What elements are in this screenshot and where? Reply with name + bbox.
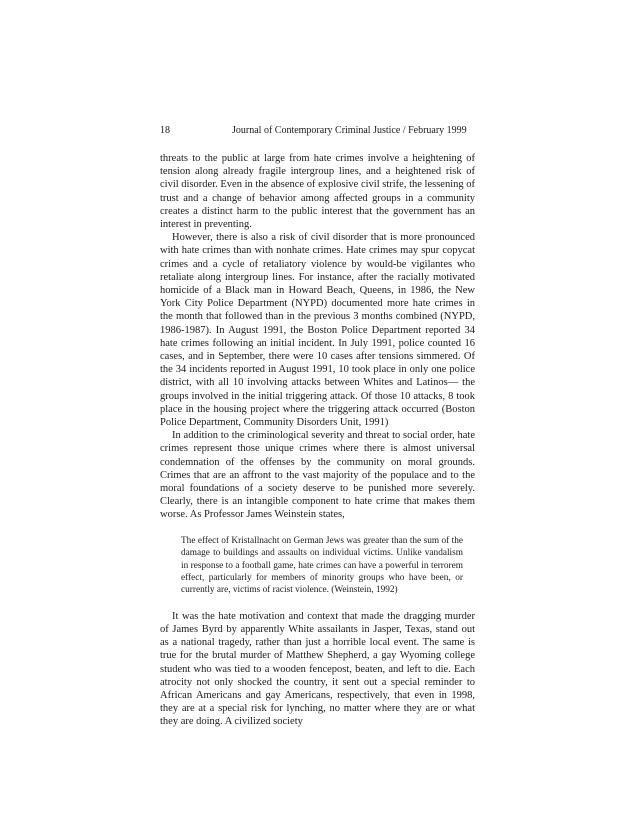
block-quote: The effect of Kristallnacht on German Jews was greater than the sum of the damage to buildings and assaults on individual victims. Unlike vandalism in response to a football game, hate crimes can have a powerful in terrorem effect, particularly for members of minority groups who have been, or currently are, victims of racist violence. (Weinstein, 1992) <box>181 535 463 596</box>
page-number: 18 <box>160 125 170 136</box>
paragraph-1: threats to the public at large from hate crimes involve a heightening of tension along already fragile intergroup lines, and a heightened risk of civil disorder. Even in the absence of explosive civil strife, the lessening of trust and a change of behavior among affected groups in a community creates a distinct harm to the public interest that the government has an interest in preventing. <box>160 153 475 231</box>
paragraph-4: It was the hate motivation and context that made the dragging murder of James Byrd by apparently White assailants in Jasper, Texas, stand out as a national tragedy, rather than just a horrible local event. The same is true for the brutal murder of Matthew Shepherd, a gay Wyoming college student who was tied to a wooden fencepost, beaten, and left to die. Each atrocity not only shocked the country, it sent out a special reminder to African Americans and gay Americans, respectively, that even in 1998, they are at a special risk for lynching, no matter where they are or what they are doing. A civilized society <box>160 610 475 728</box>
article-body <box>160 152 475 729</box>
journal-title: Journal of Contemporary Criminal Justice / February 1999 <box>232 125 467 136</box>
paragraph-2: However, there is also a risk of civil disorder that is more pronounced with hate crimes than with nonhate crimes. Hate crimes may spur copycat crimes and a cycle of retaliatory violence by would-be vigilantes who retaliate along intergroup lines. For instance, after the racially motivated homicide of a Black man in Howard Beach, Queens, in 1986, the New York City Police Department (NYPD) documented more hate crimes in the month that followed than in the previous 3 months combined (NYPD, 1986-1987). In August 1991, the Boston Police Department reported 34 hate crimes following an initial incident. In July 1991, police counted 16 cases, and in September, there were 10 cases after tensions simmered. Of the 34 incidents reported in August 1991, 10 took place in only one police district, with all 10 involving attacks between Whites and Latinos— the groups involved in the initial triggering attack. Of those 10 attacks, 8 took place in the housing project where the triggering attack occurred (Boston Police Department, Community Disorders Unit, 1991) <box>160 232 475 429</box>
paragraph-3: In addition to the criminological severity and threat to social order, hate crimes represent those unique crimes where there is almost universal condemnation of the offenses by the community on moral grounds. Crimes that are an affront to the vast majority of the populace and to the moral foundations of a society deserve to be punished more severely. Clearly, there is an intangible component to hate crime that makes them worse. As Professor James Weinstein states, <box>160 430 475 521</box>
